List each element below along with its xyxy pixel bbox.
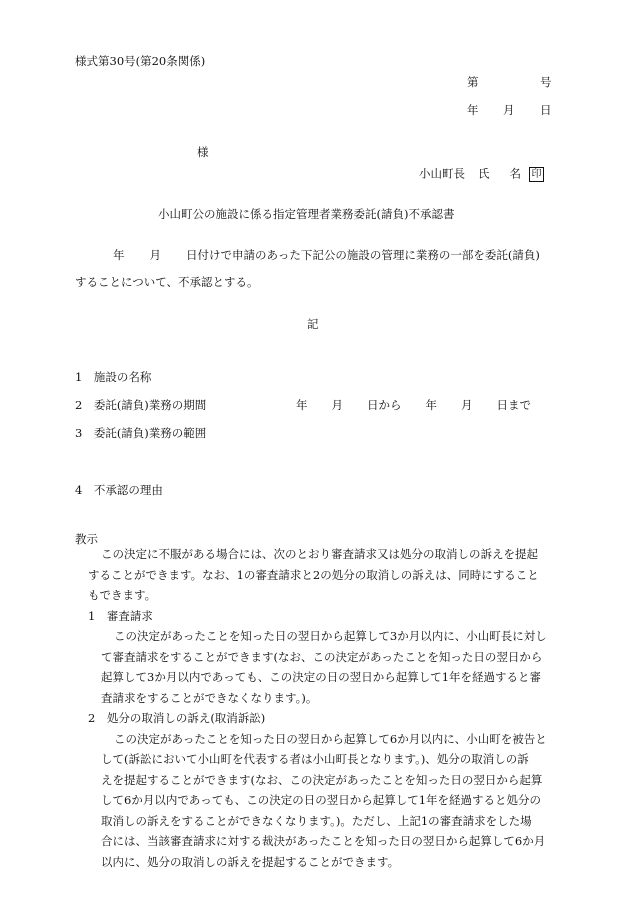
sender-shi: 氏 — [478, 166, 490, 181]
section-1-line: 起算して3か月以内であっても、この決定の日の翌日から起算して1年を経過すると審 — [101, 670, 542, 684]
date-year: 年 — [467, 103, 479, 117]
body-month: 月 — [149, 248, 161, 262]
sender-title: 小山町長 — [419, 166, 465, 181]
period-start-year: 年 — [296, 398, 308, 412]
seal-mark: 印 — [529, 167, 544, 182]
section-2-line: して(訴訟において小山町を代表する者は小山町長となります。)、処分の取消しの訴 — [101, 752, 529, 766]
section-1-line: この決定があったことを知った日の翌日から起算して3か月以内に、小山町長に対し — [114, 629, 547, 643]
notice-heading: 教示 — [75, 532, 98, 546]
item-period-label: 2 委託(請負)業務の期間 — [75, 398, 207, 412]
section-1-line: て審査請求をすることができます(なお、この決定があったことを知った日の翌日から — [101, 650, 543, 664]
section-2-line: 取消しの訴えをすることができなくなります。)。ただし、上記1の審査請求をした場 — [101, 814, 532, 828]
body-year: 年 — [113, 248, 125, 262]
document-number-suffix: 号 — [540, 75, 552, 89]
period-end-day: 日まで — [496, 398, 531, 412]
section-2-line: この決定があったことを知った日の翌日から起算して6か月以内に、小山町を被告と — [114, 732, 547, 746]
item-reason: 4 不承認の理由 — [75, 483, 163, 497]
item-period-values — [296, 400, 531, 412]
section-2-title: 2 処分の取消しの訴え(取消訴訟) — [88, 711, 266, 725]
document-title: 小山町公の施設に係る指定管理者業務委託(請負)不承認書 — [158, 207, 455, 221]
item-scope: 3 委託(請負)業務の範囲 — [75, 426, 207, 440]
body-line-1 — [113, 250, 540, 262]
section-2-line: 合には、当該審査請求に対する裁決があったことを知った日の翌日から起算して6か月 — [101, 834, 546, 848]
date-month: 月 — [503, 103, 515, 117]
sender-mei: 名 — [509, 166, 521, 181]
ki-heading: 記 — [307, 317, 319, 331]
section-1-line: 査請求をすることができなくなります。)。 — [101, 691, 318, 705]
notice-intro-1: この決定に不服がある場合には、次のとおり審査請求又は処分の取消しの訴えを提起 — [101, 547, 538, 561]
body-line-1-rest: 日付けで申請のあった下記公の施設の管理に業務の一部を委託(請負) — [186, 248, 540, 262]
period-end-month: 月 — [461, 398, 473, 412]
form-number: 様式第30号(第20条関係) — [75, 54, 206, 68]
section-2-line: 以内に、処分の取消しの訴えを提起することができます。 — [101, 855, 400, 869]
section-2-line: して6か月以内であっても、この決定の日の翌日から起算して1年を経過すると処分の — [101, 793, 542, 807]
period-start-month: 月 — [331, 398, 343, 412]
notice-intro-2: することができます。なお、1の審査請求と2の処分の取消しの訴えは、同時にすること — [88, 568, 539, 582]
section-2-line: えを提起することができます(なお、この決定があったことを知った日の翌日から起算 — [101, 773, 543, 787]
document-number-prefix: 第 — [467, 75, 479, 89]
sender-line — [419, 167, 544, 182]
body-line-2: することについて、不承認とする。 — [75, 275, 259, 289]
period-start-day: 日から — [367, 398, 402, 412]
item-facility-name: 1 施設の名称 — [75, 370, 152, 384]
date-day: 日 — [540, 103, 552, 117]
section-1-title: 1 審査請求 — [88, 609, 153, 623]
period-end-year: 年 — [425, 398, 437, 412]
addressee-suffix: 様 — [197, 145, 209, 159]
notice-intro-3: もできます。 — [88, 588, 157, 602]
